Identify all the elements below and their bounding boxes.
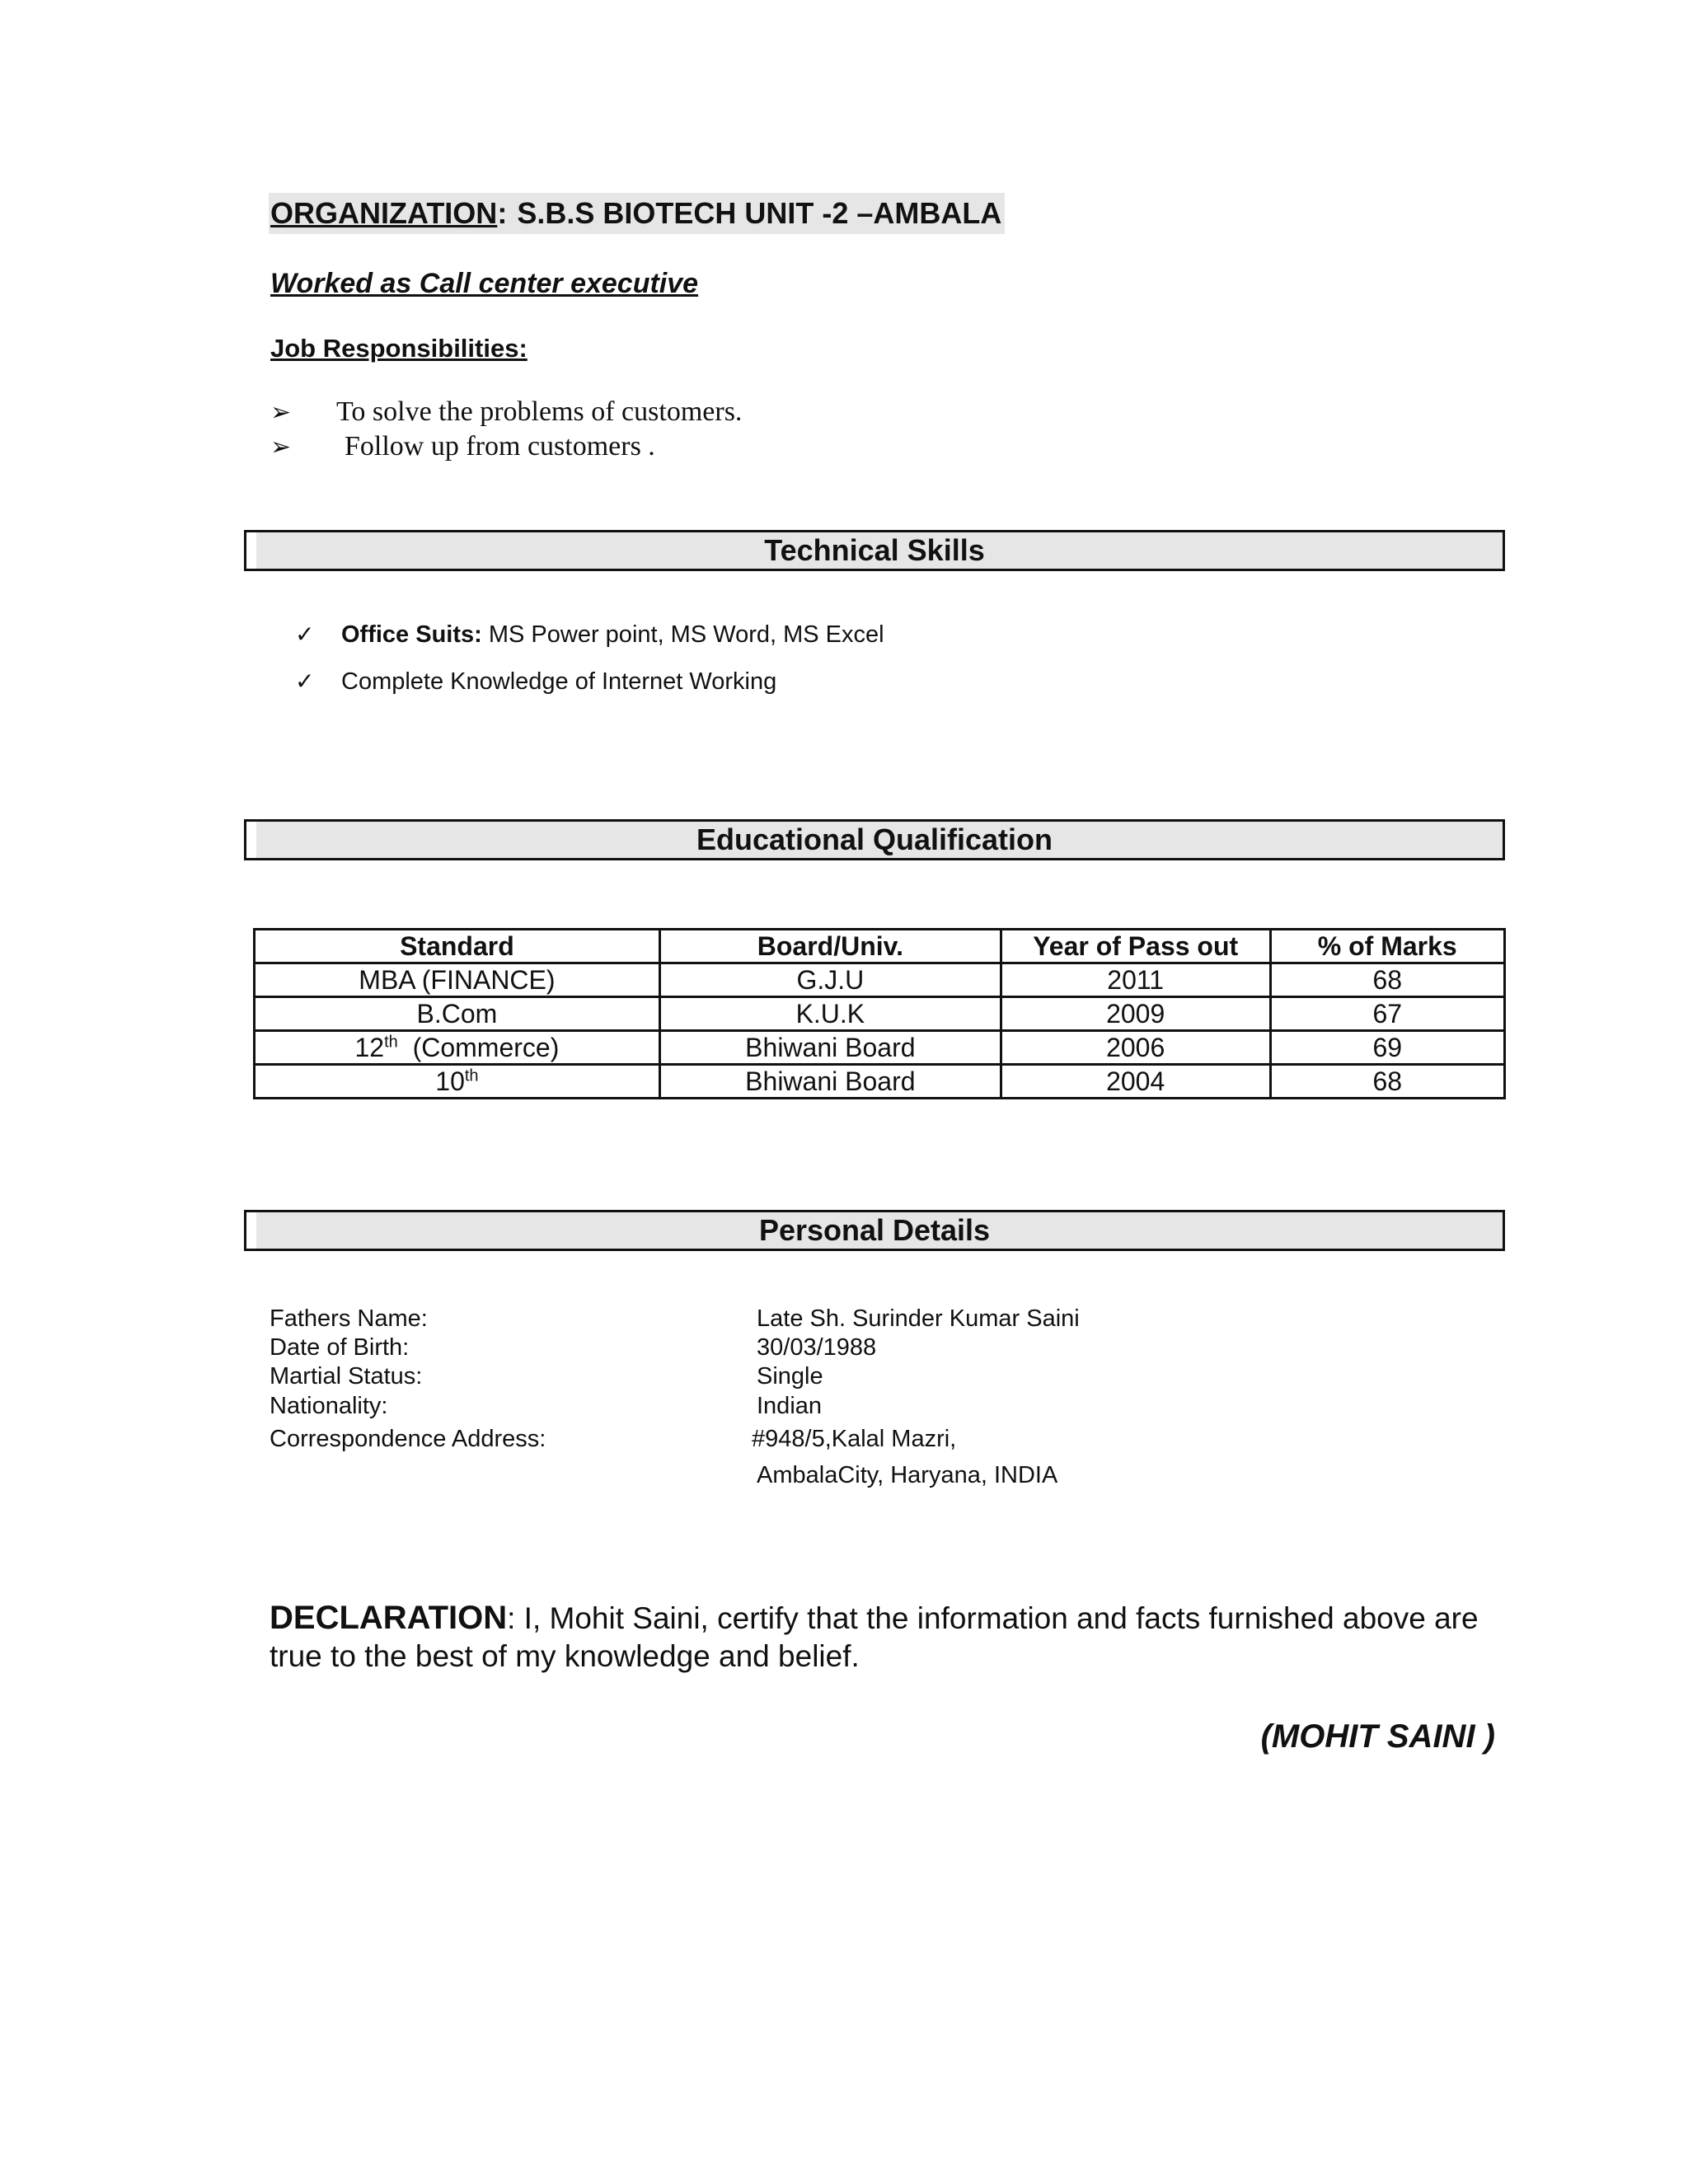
field-label: Nationality: [270,1393,388,1419]
column-header: Standard [255,930,660,963]
responsibility-item [270,394,742,430]
field-value: 30/03/1988 [757,1334,877,1361]
skill-label: Office Suits: [341,621,482,648]
skill-item [295,618,884,651]
board-cell: K.U.K [659,997,1001,1031]
arrowhead-bullet-icon: ➢ [270,433,292,462]
marks-cell: 67 [1270,997,1505,1031]
organization-separator: : [497,196,508,230]
table-header-row [255,930,1505,963]
organization-label: ORGANIZATION [270,196,498,230]
education-table [253,928,1506,1099]
organization-heading [269,193,1005,234]
field-label: Fathers Name: [270,1305,428,1332]
check-mark-icon: ✓ [295,668,315,695]
column-header: % of Marks [1270,930,1505,963]
field-value: #948/5,Kalal Mazri, [752,1426,957,1452]
year-cell: 2006 [1001,1031,1270,1065]
board-cell: Bhiwani Board [659,1065,1001,1099]
declaration [270,1599,1506,1675]
table-row [255,1065,1505,1099]
year-cell: 2009 [1001,997,1270,1031]
arrowhead-bullet-icon: ➢ [270,398,292,427]
check-mark-icon: ✓ [295,621,315,648]
section-title: Personal Details [758,1213,991,1247]
column-header: Board/Univ. [659,930,1001,963]
marks-cell: 68 [1270,963,1505,997]
field-label: Date of Birth: [270,1334,410,1361]
section-title: Technical Skills [764,533,985,567]
personal-details-header [244,1210,1505,1251]
organization-name: S.B.S BIOTECH UNIT -2 –AMBALA [517,196,1002,230]
board-cell: G.J.U [659,963,1001,997]
table-row [255,1031,1505,1065]
responsibility-item [270,429,655,465]
signature-name: (MOHIT SAINI ) [1260,1718,1495,1755]
standard-cell: MBA (FINANCE) [255,963,660,997]
standard-cell: 12th (Commerce) [255,1031,660,1065]
year-cell: 2004 [1001,1065,1270,1099]
declaration-label: DECLARATION [270,1600,508,1636]
table-row [255,963,1505,997]
standard-cell: 10th [255,1065,660,1099]
field-value: Single [757,1363,823,1390]
standard-cell: B.Com [255,997,660,1031]
board-cell: Bhiwani Board [659,1031,1001,1065]
job-role: Worked as Call center executive [270,268,699,299]
column-header: Year of Pass out [1001,930,1270,963]
table-row [255,997,1505,1031]
education-header [244,819,1505,860]
technical-skills-header [244,530,1505,571]
marks-cell: 68 [1270,1065,1505,1099]
responsibilities-heading: Job Responsibilities: [270,334,528,363]
section-title: Educational Qualification [696,823,1053,856]
field-value: Late Sh. Surinder Kumar Saini [757,1305,1080,1332]
skill-item [295,665,776,698]
marks-cell: 69 [1270,1031,1505,1065]
declaration-text: : I, Mohit Saini, certify that the information and facts furnished above are true to the best of my knowledge and belief. [270,1601,1479,1673]
field-value: Indian [757,1393,823,1419]
responsibility-text: Follow up from customers . [345,431,655,462]
skill-text: MS Power point, MS Word, MS Excel [481,621,884,648]
responsibility-text: To solve the problems of customers. [336,396,743,427]
skill-text: Complete Knowledge of Internet Working [341,668,777,695]
field-label: Correspondence Address: [270,1426,546,1452]
year-cell: 2011 [1001,963,1270,997]
field-label: Martial Status: [270,1363,423,1390]
address-line-2: AmbalaCity, Haryana, INDIA [757,1462,1058,1488]
